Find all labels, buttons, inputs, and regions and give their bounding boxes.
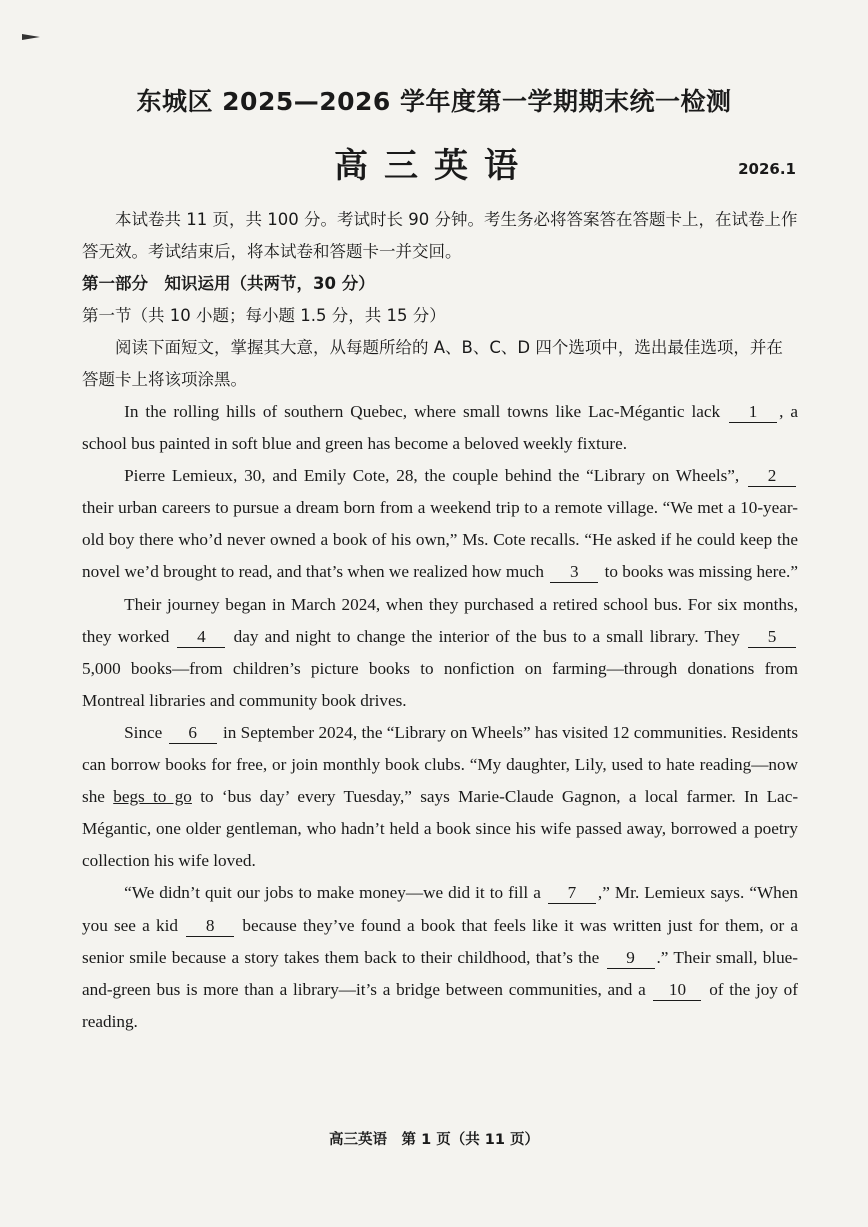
passage-paragraph-2 — [82, 460, 798, 588]
blank-7: 7 — [548, 883, 596, 904]
passage-text: .” Their small, blue-and-green bus is more than a library—it’s a bridge between communities, and a — [82, 947, 799, 999]
exam-intro: 本试卷共 11 页，共 100 分。考试时长 90 分钟。考生务必将答案答在答题卡上，在试卷上作答无效。考试结束后，将本试卷和答题卡一并交回。 — [82, 210, 798, 261]
passage-text: 5,000 books—from children’s picture books to nonfiction on farming—through donations from Montreal libraries and community book drives. — [82, 658, 798, 710]
passage-text: day and night to change the interior of the bus to a small library. They — [233, 626, 740, 646]
passage-text: to books was missing here.” — [604, 562, 798, 582]
exam-date: 2026.1 — [738, 160, 796, 178]
passage-text: In the rolling hills of southern Quebec, where small towns like Lac-Mégantic lack — [124, 402, 721, 421]
section-heading: 第一节（共 10 小题；每小题 1.5 分，共 15 分） — [82, 306, 446, 325]
exam-content — [82, 204, 798, 1038]
blank-3: 3 — [550, 562, 598, 583]
blank-5: 5 — [748, 627, 796, 648]
passage-paragraph-3 — [82, 589, 798, 717]
passage-text: to ‘bus day’ every Tuesday,” says Marie-Claude Gagnon, a local farmer. In Lac-Mégantic, one older gentleman, who hadn’t held a book since his wife passed away, borrowed a poetry collection his wife loved. — [82, 787, 799, 871]
page-footer: 高三英语 第 1 页（共 11 页） — [329, 1132, 539, 1148]
passage-text: Their journey began in March 2024, when they purchased a retired school bus. For six months, they worked — [82, 594, 798, 646]
part-heading: 第一部分 知识运用（共两节，30 分） — [82, 274, 375, 293]
exam-title: 东城区 2025—2026 学年度第一学期期末统一检测 — [136, 87, 732, 116]
subject-title: 高三英语 — [334, 146, 534, 186]
blank-8: 8 — [186, 916, 234, 937]
passage-text: their urban careers to pursue a dream born from a weekend trip to a remote village. “We met a 10-year-old boy there who’d never owned a book of his own,” Ms. Cote recalls. “He asked if he could keep the novel we’d brought to read, and that’s when we realized how much — [82, 498, 798, 582]
passage-text: of the joy of reading. — [82, 979, 798, 1031]
blank-1: 1 — [729, 402, 777, 423]
passage-text: Since — [124, 722, 163, 742]
passage-text: “We didn’t quit our jobs to make money—we did it to fill a — [124, 883, 541, 903]
passage-text: Pierre Lemieux, 30, and Emily Cote, 28, the couple behind the “Library on Wheels”, — [124, 466, 740, 486]
passage-text: in September 2024, the “Library on Wheels” has visited 12 communities. Residents can borrow books for free, or join monthly book clubs. “My daughter, Lily, used to hate reading—now she — [82, 722, 799, 807]
passage-paragraph-1 — [82, 396, 798, 460]
blank-2: 2 — [748, 466, 796, 487]
passage-text: because they’ve found a book that feels like it was written just for them, or a senior smile because a story takes them back to their childhood, that’s the — [82, 915, 799, 967]
passage-paragraph-5 — [82, 877, 798, 1037]
blank-9: 9 — [607, 948, 655, 969]
passage-text: , a school bus painted in soft blue and green has become a beloved weekly fixture. — [82, 402, 799, 454]
directions: 阅读下面短文，掌握其大意，从每题所给的 A、B、C、D 四个选项中，选出最佳选项，并在答题卡上将该项涂黑。 — [82, 338, 783, 389]
blank-6: 6 — [169, 723, 217, 744]
corner-mark-icon — [22, 34, 40, 40]
passage-text: ,” Mr. Lemieux says. “When you see a kid — [82, 883, 798, 935]
underlined-phrase: begs to go — [113, 787, 192, 807]
blank-10: 10 — [653, 980, 701, 1001]
blank-4: 4 — [177, 627, 225, 648]
passage-paragraph-4 — [82, 717, 798, 877]
